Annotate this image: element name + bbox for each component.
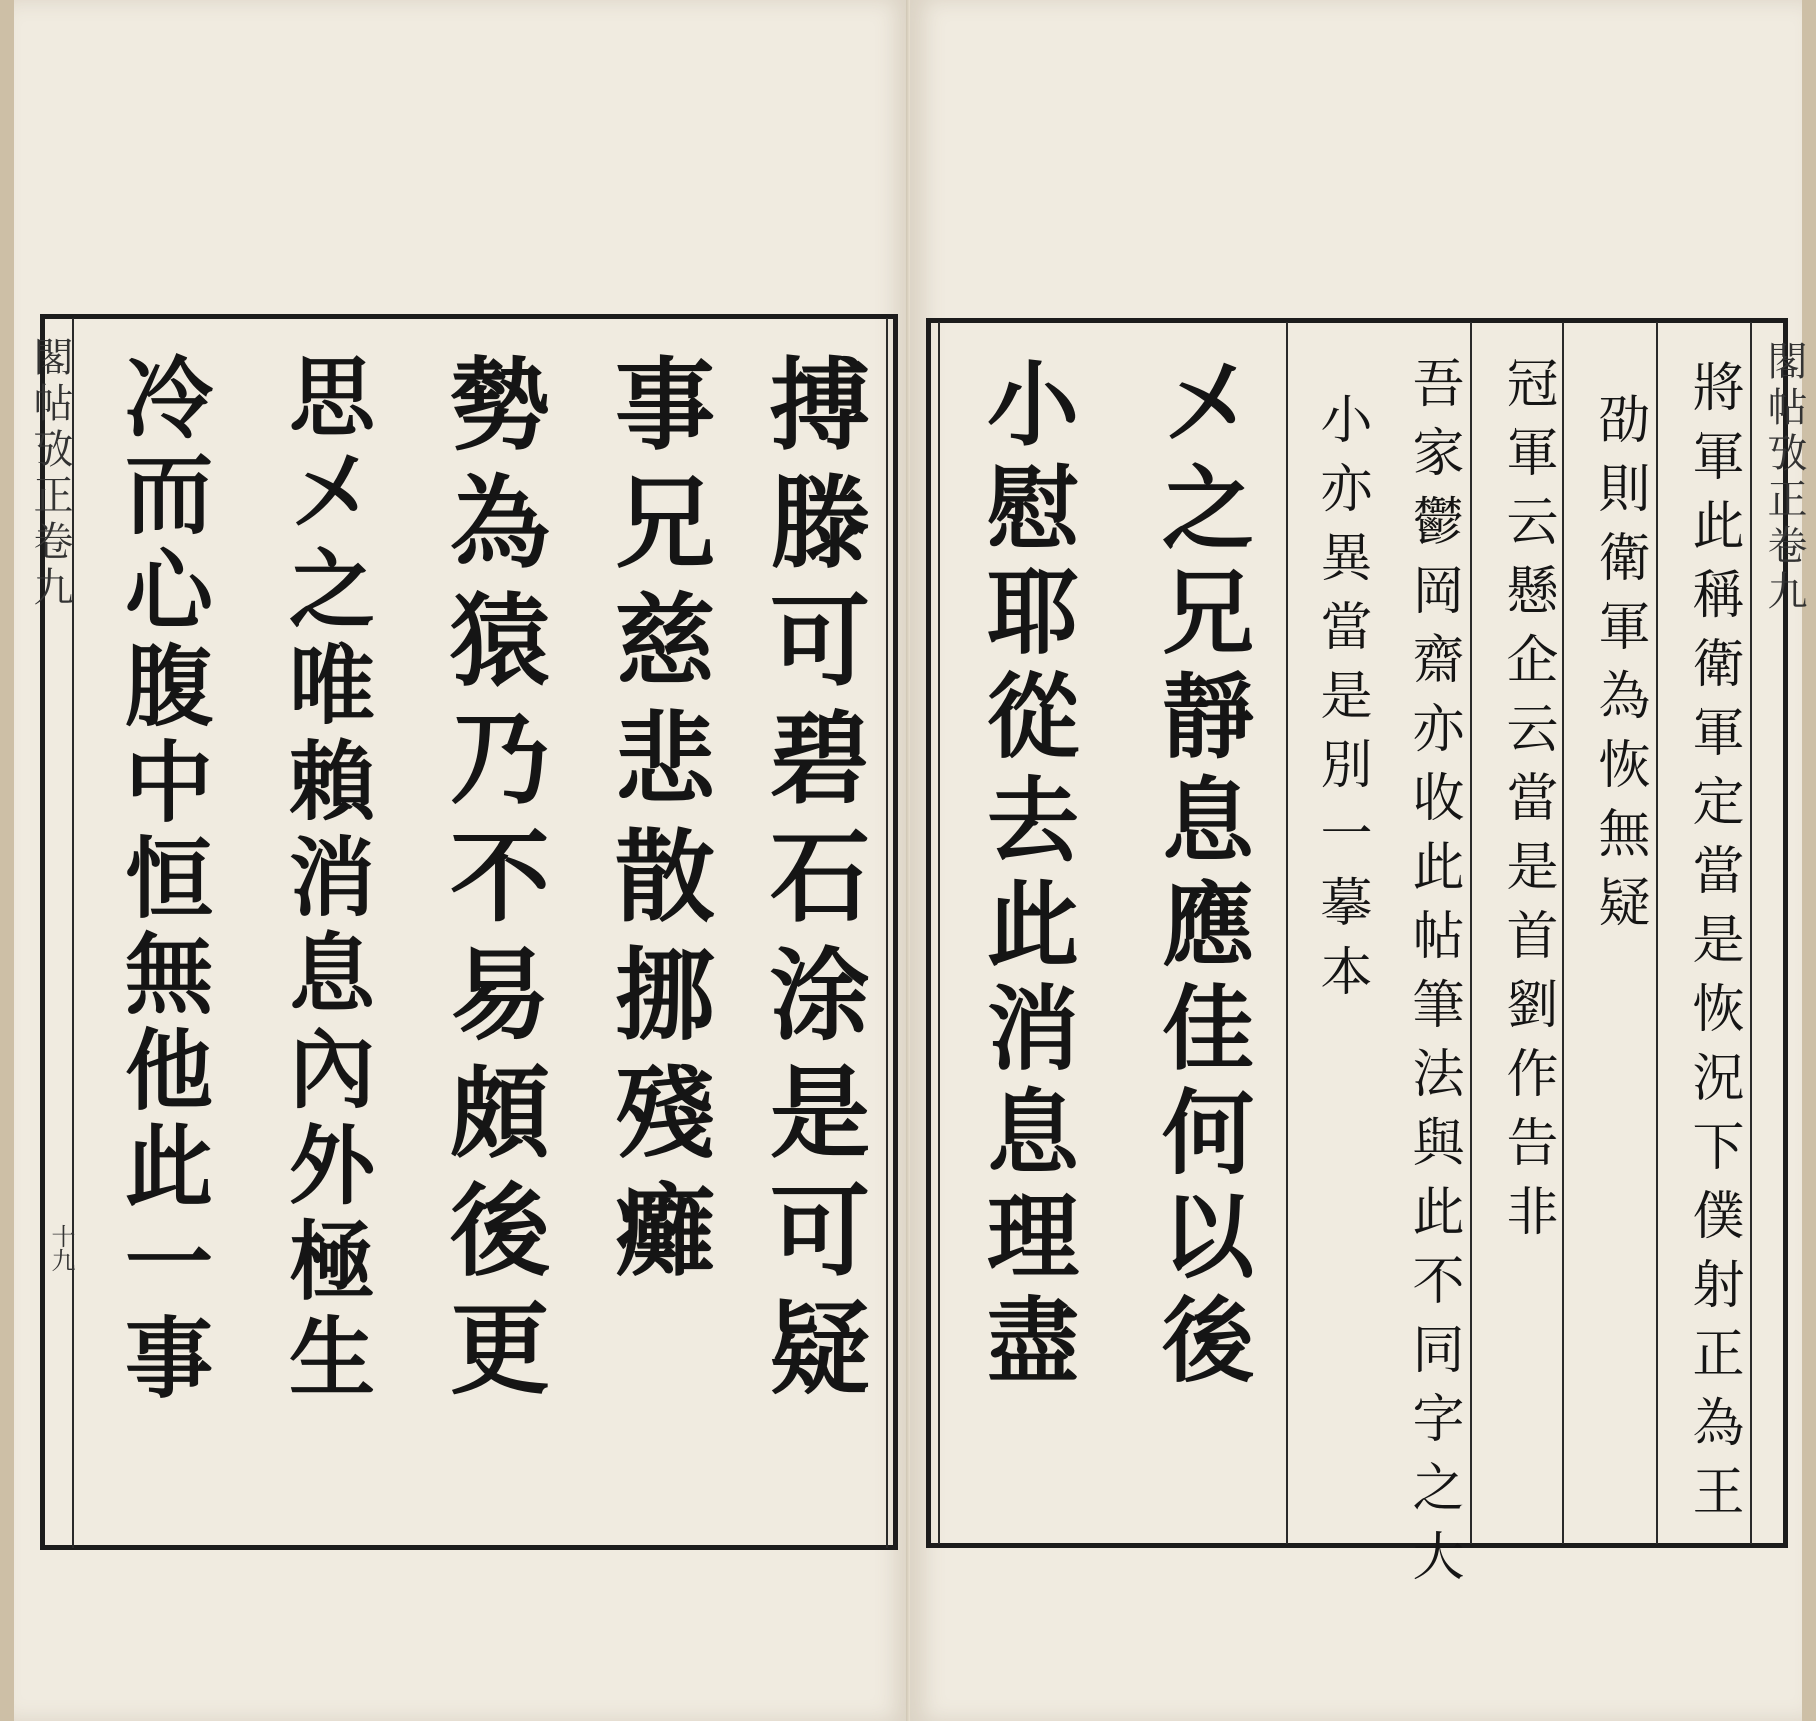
right-text-rule-2	[1286, 322, 1288, 1544]
right-note-column-4: 吾家鬱岡齋亦收此帖筆法與此不同字之大	[1403, 356, 1463, 1598]
right-gutter-title: 閣帖攷正卷九	[1761, 340, 1807, 616]
right-page-edge	[1802, 0, 1816, 1721]
left-gutter-title: 閣帖攷正卷九	[27, 336, 73, 612]
left-column-4: 思㐅之唯賴消息內外極生	[274, 352, 375, 1408]
left-column-1: 搏滕可碧石涂是可疑	[753, 352, 871, 1414]
right-column-1: 㐅之兄靜息應佳何以後	[1147, 356, 1255, 1396]
left-text-rule	[886, 318, 888, 1548]
right-text-rule-1	[938, 322, 940, 1544]
right-note-column-5: 小亦異當是別一摹本	[1311, 392, 1371, 1013]
left-column-3: 勢為猿乃不易頗後更	[433, 352, 551, 1414]
right-column-2: 小慰耶從去此消息理盡	[972, 356, 1080, 1396]
left-page-edge	[0, 0, 14, 1721]
left-folio-number: 十九	[47, 1224, 75, 1272]
left-column-2: 事兄慈悲散挪殘癱	[598, 352, 716, 1296]
right-note-column-2: 劭則衛軍為恢無疑	[1589, 392, 1649, 944]
right-note-column-1: 將軍此稱衛軍定當是恢況下僕射正為王	[1683, 360, 1743, 1533]
left-column-5: 冷而心腹中恒無他此一事	[111, 352, 215, 1408]
right-note-column-3: 冠軍云懸企云當是首劉作告非	[1497, 356, 1557, 1253]
